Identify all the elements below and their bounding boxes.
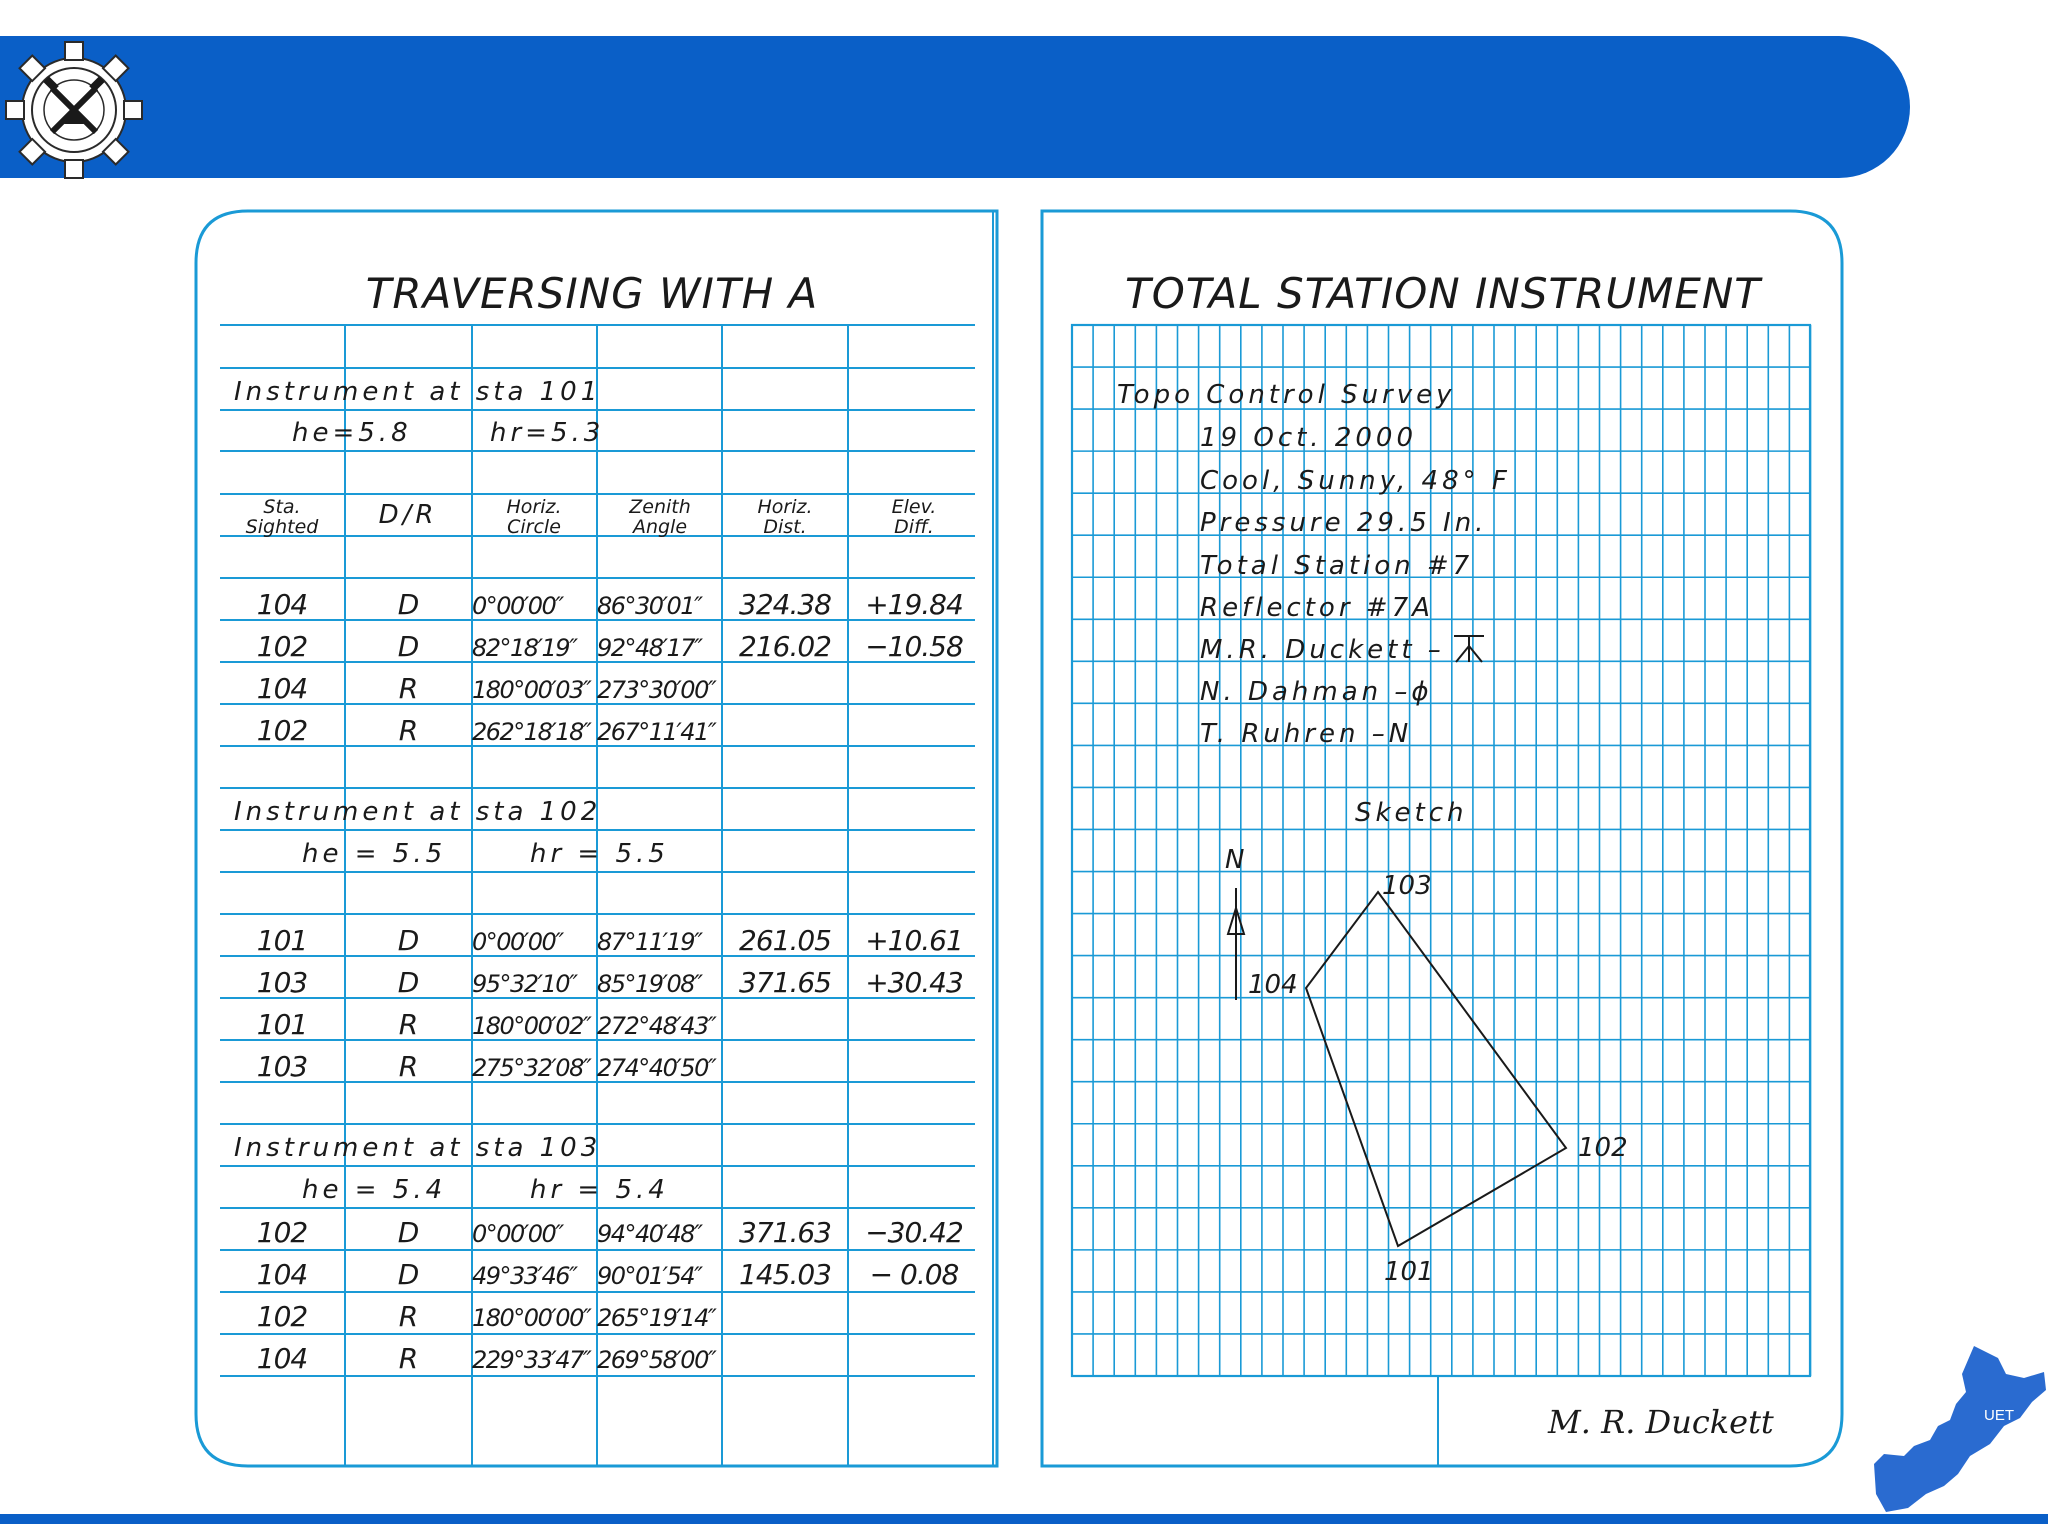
cell-direct-reverse: D bbox=[397, 1216, 419, 1249]
cell-station-sighted: 102 bbox=[256, 714, 308, 747]
cell-horizontal-circle: 0°00′00″ bbox=[472, 592, 563, 620]
cell-zenith-angle: 87°11′19″ bbox=[597, 928, 702, 956]
cell-station-sighted: 101 bbox=[256, 1008, 308, 1041]
cell-direct-reverse: D bbox=[397, 1258, 419, 1291]
cell-horizontal-circle: 180°00′03″ bbox=[472, 676, 591, 704]
right-page-title: TOTAL STATION INSTRUMENT bbox=[1125, 269, 1761, 318]
cell-horizontal-circle: 262°18′18″ bbox=[472, 718, 591, 746]
cell-zenith-angle: 272°48′43″ bbox=[597, 1012, 716, 1040]
cell-zenith-angle: 92°48′17″ bbox=[597, 634, 702, 662]
station-101-label: 101 bbox=[1384, 1257, 1434, 1287]
col-header-sta: Sta. bbox=[263, 496, 301, 518]
cell-horizontal-distance: 324.38 bbox=[739, 588, 831, 621]
cell-horizontal-circle: 180°00′00″ bbox=[472, 1304, 591, 1332]
cell-station-sighted: 102 bbox=[256, 1300, 308, 1333]
cell-zenith-angle: 90°01′54″ bbox=[597, 1262, 702, 1290]
station-102-label: 102 bbox=[1578, 1133, 1628, 1163]
reflector-height: hr=5.3 bbox=[490, 418, 605, 448]
col-header-diff: Diff. bbox=[894, 516, 934, 538]
instrument-height: he=5.8 bbox=[292, 418, 412, 448]
col-header-circle: Circle bbox=[507, 516, 561, 538]
cell-direct-reverse: R bbox=[398, 1342, 418, 1375]
instrument-station-line: Instrument at sta 103 bbox=[234, 1133, 602, 1163]
cell-elevation-difference: +30.43 bbox=[865, 966, 963, 999]
instrument-station-line: Instrument at sta 101 bbox=[234, 377, 602, 407]
cell-station-sighted: 103 bbox=[256, 1050, 308, 1083]
col-header-angle: Angle bbox=[632, 516, 688, 538]
cell-direct-reverse: D bbox=[397, 924, 419, 957]
note-project: Topo Control Survey bbox=[1117, 380, 1456, 410]
cell-elevation-difference: −30.42 bbox=[865, 1216, 963, 1249]
cell-zenith-angle: 85°19′08″ bbox=[597, 970, 702, 998]
note-weather: Cool, Sunny, 48° F bbox=[1200, 466, 1511, 496]
cell-station-sighted: 101 bbox=[256, 924, 308, 957]
note-instrument: Total Station #7 bbox=[1200, 551, 1474, 581]
col-header-horiz: Horiz. bbox=[506, 496, 562, 518]
signature: M. R. Duckett bbox=[1548, 1403, 1774, 1441]
uet-label: UET bbox=[1984, 1407, 2014, 1424]
col-header-sighted: Sighted bbox=[245, 516, 319, 538]
cell-horizontal-circle: 0°00′00″ bbox=[472, 1220, 563, 1248]
col-header-zenith: Zenith bbox=[629, 496, 691, 518]
sketch-label: Sketch bbox=[1355, 798, 1468, 828]
cell-zenith-angle: 267°11′41″ bbox=[597, 718, 716, 746]
cell-elevation-difference: − 0.08 bbox=[869, 1258, 959, 1291]
note-crew-dahman: N. Dahman –ϕ bbox=[1200, 677, 1433, 707]
cell-direct-reverse: R bbox=[398, 1050, 418, 1083]
cell-zenith-angle: 269°58′00″ bbox=[597, 1346, 716, 1374]
cell-horizontal-circle: 180°00′02″ bbox=[472, 1012, 591, 1040]
cell-horizontal-distance: 216.02 bbox=[739, 630, 831, 663]
cell-station-sighted: 102 bbox=[256, 1216, 308, 1249]
cell-station-sighted: 104 bbox=[256, 588, 308, 621]
reflector-height: hr = 5.4 bbox=[530, 1175, 669, 1205]
cell-horizontal-distance: 145.03 bbox=[739, 1258, 831, 1291]
cell-zenith-angle: 274°40′50″ bbox=[597, 1054, 716, 1082]
col-header-elev: Elev. bbox=[891, 496, 937, 518]
cell-direct-reverse: D bbox=[397, 630, 419, 663]
cell-direct-reverse: R bbox=[398, 714, 418, 747]
cell-direct-reverse: D bbox=[397, 588, 419, 621]
cell-station-sighted: 104 bbox=[256, 672, 308, 705]
cell-horizontal-distance: 371.65 bbox=[739, 966, 831, 999]
cell-horizontal-circle: 229°33′47″ bbox=[472, 1346, 591, 1374]
cell-zenith-angle: 86°30′01″ bbox=[597, 592, 702, 620]
cell-elevation-difference: −10.58 bbox=[865, 630, 963, 663]
cell-station-sighted: 104 bbox=[256, 1258, 308, 1291]
cell-elevation-difference: +19.84 bbox=[865, 588, 963, 621]
cell-horizontal-distance: 371.63 bbox=[739, 1216, 831, 1249]
cell-horizontal-circle: 49°33′46″ bbox=[472, 1262, 577, 1290]
cell-direct-reverse: R bbox=[398, 1300, 418, 1333]
reflector-height: hr = 5.5 bbox=[530, 839, 669, 869]
cell-horizontal-distance: 261.05 bbox=[739, 924, 831, 957]
instrument-station-line: Instrument at sta 102 bbox=[234, 797, 602, 827]
cell-horizontal-circle: 95°32′10″ bbox=[472, 970, 577, 998]
cell-zenith-angle: 265°19′14″ bbox=[597, 1304, 716, 1332]
cell-station-sighted: 104 bbox=[256, 1342, 308, 1375]
instrument-height: he = 5.4 bbox=[302, 1175, 447, 1205]
north-label: N bbox=[1225, 845, 1245, 875]
col-header-horiz-dist: Horiz. bbox=[757, 496, 813, 518]
station-104-label: 104 bbox=[1248, 970, 1298, 1000]
note-crew-ruhren: T. Ruhren –N bbox=[1200, 719, 1413, 749]
cell-zenith-angle: 94°40′48″ bbox=[597, 1220, 702, 1248]
note-date: 19 Oct. 2000 bbox=[1200, 423, 1417, 453]
cell-station-sighted: 103 bbox=[256, 966, 308, 999]
cell-direct-reverse: D bbox=[397, 966, 419, 999]
note-crew-duckett: M.R. Duckett – bbox=[1200, 635, 1445, 665]
col-header-dr: D/R bbox=[378, 500, 438, 530]
cell-direct-reverse: R bbox=[398, 1008, 418, 1041]
station-103-label: 103 bbox=[1382, 871, 1432, 901]
note-reflector: Reflector #7A bbox=[1200, 593, 1434, 623]
cell-direct-reverse: R bbox=[398, 672, 418, 705]
note-pressure: Pressure 29.5 In. bbox=[1200, 508, 1488, 538]
cell-elevation-difference: +10.61 bbox=[865, 924, 963, 957]
instrument-height: he = 5.5 bbox=[302, 839, 447, 869]
cell-station-sighted: 102 bbox=[256, 630, 308, 663]
cell-horizontal-circle: 82°18′19″ bbox=[472, 634, 577, 662]
cell-zenith-angle: 273°30′00″ bbox=[597, 676, 716, 704]
col-header-dist: Dist. bbox=[763, 516, 807, 538]
left-page-title: TRAVERSING WITH A bbox=[365, 269, 819, 318]
cell-horizontal-circle: 275°32′08″ bbox=[472, 1054, 591, 1082]
cell-horizontal-circle: 0°00′00″ bbox=[472, 928, 563, 956]
